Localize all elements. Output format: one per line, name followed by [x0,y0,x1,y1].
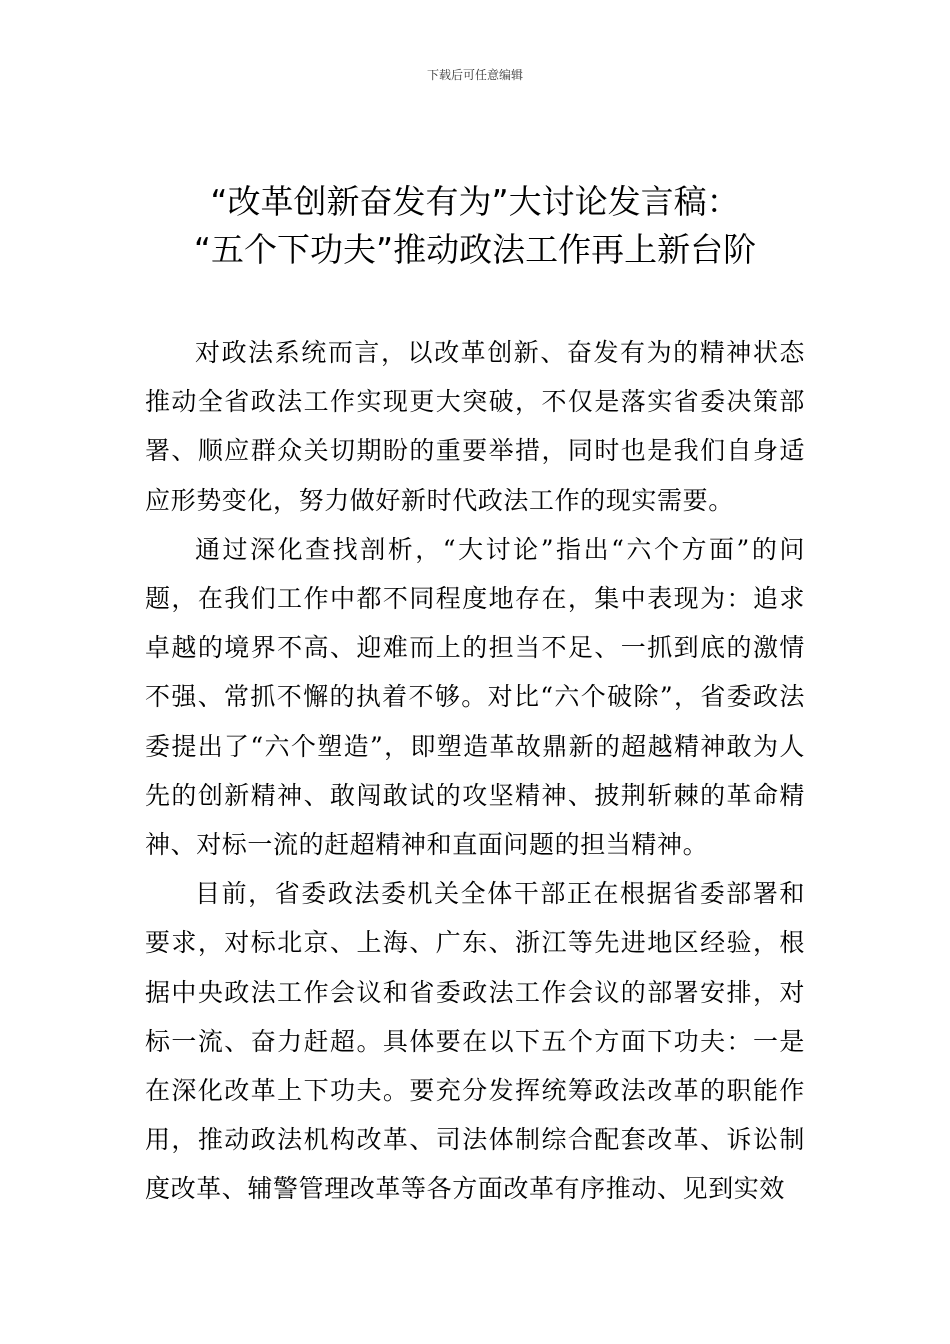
paragraph-2: 通过深化查找剖析，“大讨论”指出“六个方面”的问题，在我们工作中都不同程度地存在，集中表现为：追求卓越的境界不高、迎难而上的担当不足、一抓到底的激情不强、常抓不懈的执着不够。对比“六个破除”，省委政法委提出了“六个塑造”，即塑造革故鼎新的超越精神敢为人先的创新精神、敢闯敢试的攻坚精神、披荆斩棘的革命精神、对标一流的赶超精神和直面问题的担当精神。 [145,534,805,860]
paragraph-1: 对政法系统而言，以改革创新、奋发有为的精神状态推动全省政法工作实现更大突破，不仅是落实省委决策部署、顺应群众关切期盼的重要举措，同时也是我们自身适应形势变化，努力做好新时代政法工作的现实需要。 [145,338,805,515]
document-body [145,328,805,1214]
paragraph-3: 目前，省委政法委机关全体干部正在根据省委部署和要求，对标北京、上海、广东、浙江等先进地区经验，根据中央政法工作会议和省委政法工作会议的部署安排，对标一流、奋力赶超。具体要在以下五个方面下功夫：一是在深化改革上下功夫。要充分发挥统筹政法改革的职能作用，推动政法机构改革、司法体制综合配套改革、诉讼制度改革、辅警管理改革等各方面改革有序推动、见到实效 [145,879,805,1204]
title-line-1: “改革创新奋发有为”大讨论发言稿： [210,182,740,221]
title-line-2: “五个下功夫”推动政法工作再上新台阶 [193,230,757,269]
document-title [100,178,850,274]
header-note: 下载后可任意编辑 [426,68,523,82]
